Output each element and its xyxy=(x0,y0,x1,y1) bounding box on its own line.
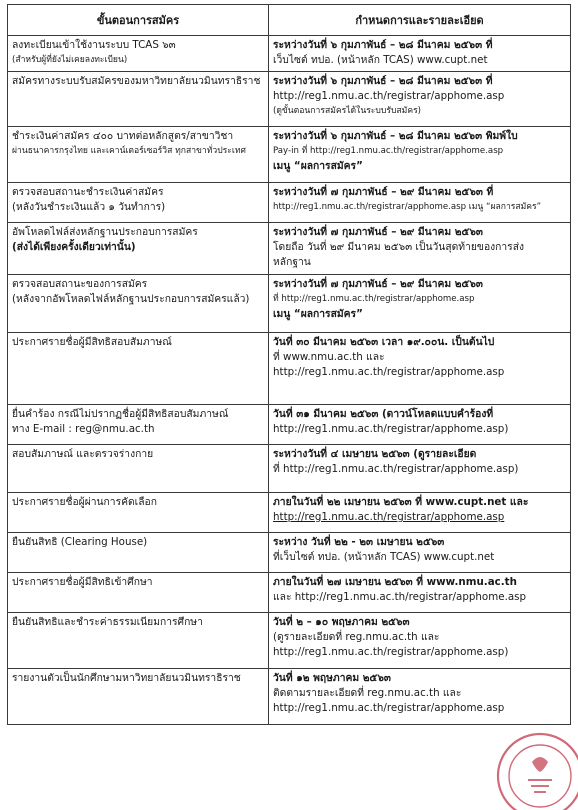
registrar-link[interactable]: และ http://reg1.nmu.ac.th/registrar/apphome.asp xyxy=(273,591,527,603)
step-text: รายงานตัวเป็นนักศึกษามหาวิทยาลัยนวมินทราธิราช xyxy=(12,672,241,684)
detail-cell xyxy=(269,573,571,613)
detail-text: โดยถือ วันที่ ๒๙ มีนาคม ๒๕๖๓ เป็นวันสุดท้ายของการส่ง xyxy=(273,241,525,253)
university-seal-stamp xyxy=(476,722,578,810)
step-cell xyxy=(8,275,269,333)
step-text: อัพโหลดไฟล์ส่งหลักฐานประกอบการสมัคร xyxy=(12,226,198,238)
table-row xyxy=(8,573,571,613)
detail-date: ระหว่างวันที่ ๖ กุมภาพันธ์ – ๒๘ มีนาคม ๒๕๖๓ พิมพ์ใบ xyxy=(273,130,518,142)
table-row xyxy=(8,223,571,275)
detail-cell xyxy=(269,405,571,445)
step-cell xyxy=(8,72,269,127)
detail-cell xyxy=(269,36,571,72)
step-text: ลงทะเบียนเข้าใช้งานระบบ TCAS ๖๓ xyxy=(12,39,176,51)
step-cell xyxy=(8,533,269,573)
table-row xyxy=(8,275,571,333)
detail-cell xyxy=(269,669,571,725)
seal-emblem-lines xyxy=(528,780,552,792)
detail-date: ภายในวันที่ ๒๒ เมษายน ๒๕๖๓ ที่ www.cupt.net และ xyxy=(273,496,529,508)
detail-menu: เมนู “ผลการสมัคร” xyxy=(273,160,363,172)
table-row xyxy=(8,72,571,127)
registrar-link[interactable]: ที่ http://reg1.nmu.ac.th/registrar/apphome.asp) xyxy=(273,463,519,475)
step-note: (หลังวันชำระเงินแล้ว ๑ วันทำการ) xyxy=(12,201,166,213)
detail-cell xyxy=(269,613,571,669)
table-row xyxy=(8,533,571,573)
detail-cell xyxy=(269,72,571,127)
detail-date: วันที่ ๓๑ มีนาคม ๒๕๖๓ (ดาวน์โหลดแบบคำร้องที่ xyxy=(273,408,494,420)
detail-date: ภายในวันที่ ๒๗ เมษายน ๒๕๖๓ ที่ www.nmu.ac.th xyxy=(273,576,517,588)
detail-menu: เมนู “ผลการสมัคร” xyxy=(273,308,363,320)
header-detail: กำหนดการและรายละเอียด xyxy=(269,5,571,36)
detail-date: ระหว่างวันที่ ๔ เมษายน ๒๕๖๓ (ดูรายละเอียด xyxy=(273,448,477,460)
detail-date: ระหว่างวันที่ ๗ กุมภาพันธ์ – ๒๙ มีนาคม ๒๕๖๓ ที่ xyxy=(273,186,494,198)
detail-date: ระหว่างวันที่ ๗ กุมภาพันธ์ – ๒๙ มีนาคม ๒๕๖๓ xyxy=(273,278,483,290)
step-cell xyxy=(8,493,269,533)
detail-date: ระหว่างวันที่ ๖ กุมภาพันธ์ – ๒๘ มีนาคม ๒๕๖๓ ที่ xyxy=(273,39,493,51)
registrar-link[interactable]: http://reg1.nmu.ac.th/registrar/apphome.asp xyxy=(273,366,505,378)
detail-cell xyxy=(269,493,571,533)
table-header-row xyxy=(8,5,571,36)
step-cell xyxy=(8,669,269,725)
step-text: ชำระเงินค่าสมัคร ๔๐๐ บาทต่อหลักสูตร/สาขาวิชา xyxy=(12,130,234,142)
registrar-link[interactable]: http://reg1.nmu.ac.th/registrar/apphome.asp xyxy=(273,511,505,523)
table-row xyxy=(8,127,571,183)
detail-cell xyxy=(269,275,571,333)
step-text: ตรวจสอบสถานะชำระเงินค่าสมัคร xyxy=(12,186,164,198)
step-text: ยื่นคำร้อง กรณีไม่ปรากฏชื่อผู้มีสิทธิสอบสัมภาษณ์ xyxy=(12,408,229,420)
table-row xyxy=(8,493,571,533)
step-note: (สำหรับผู้ที่ยังไม่เคยลงทะเบียน) xyxy=(12,55,128,65)
detail-date: ระหว่างวันที่ ๖ กุมภาพันธ์ – ๒๘ มีนาคม ๒๕๖๓ ที่ xyxy=(273,75,493,87)
detail-text: (ดูรายละเอียดที่ reg.nmu.ac.th และ xyxy=(273,631,440,643)
step-text: ประกาศรายชื่อผู้มีสิทธิเข้าศึกษา xyxy=(12,576,153,588)
table-row xyxy=(8,333,571,405)
step-cell xyxy=(8,613,269,669)
step-text: ยืนยันสิทธิ (Clearing House) xyxy=(12,536,148,548)
detail-date: ระหว่าง วันที่ ๒๒ - ๒๓ เมษายน ๒๕๖๓ xyxy=(273,536,445,548)
step-cell xyxy=(8,573,269,613)
step-text: ตรวจสอบสถานะของการสมัคร xyxy=(12,278,148,290)
detail-cell xyxy=(269,183,571,223)
detail-date: วันที่ ๒ – ๑๐ พฤษภาคม ๒๕๖๓ xyxy=(273,616,410,628)
step-text: สมัครทางระบบรับสมัครของมหาวิทยาลัยนวมินทราธิราช xyxy=(12,75,261,87)
table-row xyxy=(8,405,571,445)
step-note: ผ่านธนาคารกรุงไทย และเคาน์เตอร์เซอร์วิส ทุกสาขาทั่วประเทศ xyxy=(12,146,246,156)
email-link[interactable]: ทาง E-mail : reg@nmu.ac.th xyxy=(12,423,155,435)
table-row xyxy=(8,36,571,72)
registrar-link[interactable]: http://reg1.nmu.ac.th/registrar/apphome.asp xyxy=(273,90,505,102)
detail-cell xyxy=(269,223,571,275)
registrar-link[interactable]: Pay-in ที่ http://reg1.nmu.ac.th/registrar/apphome.asp xyxy=(273,146,504,156)
detail-cell xyxy=(269,445,571,493)
step-cell xyxy=(8,445,269,493)
detail-text: ที่ www.nmu.ac.th และ xyxy=(273,351,385,363)
registrar-link[interactable]: http://reg1.nmu.ac.th/registrar/apphome.asp เมนู “ผลการสมัคร” xyxy=(273,202,542,212)
step-text: ประกาศรายชื่อผู้ผ่านการคัดเลือก xyxy=(12,496,157,508)
step-cell xyxy=(8,223,269,275)
table-row xyxy=(8,669,571,725)
admission-schedule-table xyxy=(7,4,571,725)
detail-date: ระหว่างวันที่ ๗ กุมภาพันธ์ – ๒๙ มีนาคม ๒๕๖๓ xyxy=(273,226,483,238)
detail-cell xyxy=(269,533,571,573)
registrar-link[interactable]: http://reg1.nmu.ac.th/registrar/apphome.asp) xyxy=(273,423,509,435)
registrar-link[interactable]: http://reg1.nmu.ac.th/registrar/apphome.asp xyxy=(273,702,505,714)
detail-date: วันที่ ๓๐ มีนาคม ๒๕๖๓ เวลา ๑๙.๐๐น. เป็นต้นไป xyxy=(273,336,495,348)
table-row xyxy=(8,445,571,493)
table-row xyxy=(8,183,571,223)
detail-text: เว็บไซต์ ทปอ. (หน้าหลัก TCAS) www.cupt.net xyxy=(273,54,488,66)
step-cell xyxy=(8,127,269,183)
seal-emblem xyxy=(532,757,548,772)
header-step: ขั้นตอนการสมัคร xyxy=(8,5,269,36)
step-text: ยืนยันสิทธิและชำระค่าธรรมเนียมการศึกษา xyxy=(12,616,203,628)
detail-text: ที่เว็บไซต์ ทปอ. (หน้าหลัก TCAS) www.cupt.net xyxy=(273,551,495,563)
step-cell xyxy=(8,405,269,445)
step-text: ประกาศรายชื่อผู้มีสิทธิสอบสัมภาษณ์ xyxy=(12,336,172,348)
step-cell xyxy=(8,183,269,223)
step-text: สอบสัมภาษณ์ และตรวจร่างกาย xyxy=(12,448,154,460)
table-row xyxy=(8,613,571,669)
detail-text: ติดตามรายละเอียดที่ reg.nmu.ac.th และ xyxy=(273,687,462,699)
registrar-link[interactable]: http://reg1.nmu.ac.th/registrar/apphome.asp) xyxy=(273,646,509,658)
seal-inner-ring xyxy=(509,745,571,807)
detail-note: (ดูขั้นตอนการสมัครได้ในระบบรับสมัคร) xyxy=(273,106,422,116)
registrar-link[interactable]: ที่ http://reg1.nmu.ac.th/registrar/apphome.asp xyxy=(273,294,475,304)
detail-cell xyxy=(269,127,571,183)
detail-date: วันที่ ๑๒ พฤษภาคม ๒๕๖๓ xyxy=(273,672,391,684)
step-note: (ส่งได้เพียงครั้งเดียวเท่านั้น) xyxy=(12,241,136,253)
step-cell xyxy=(8,333,269,405)
detail-text: หลักฐาน xyxy=(273,256,311,268)
detail-cell xyxy=(269,333,571,405)
step-cell xyxy=(8,36,269,72)
step-note: (หลังจากอัพโหลดไฟล์หลักฐานประกอบการสมัครแล้ว) xyxy=(12,293,250,305)
